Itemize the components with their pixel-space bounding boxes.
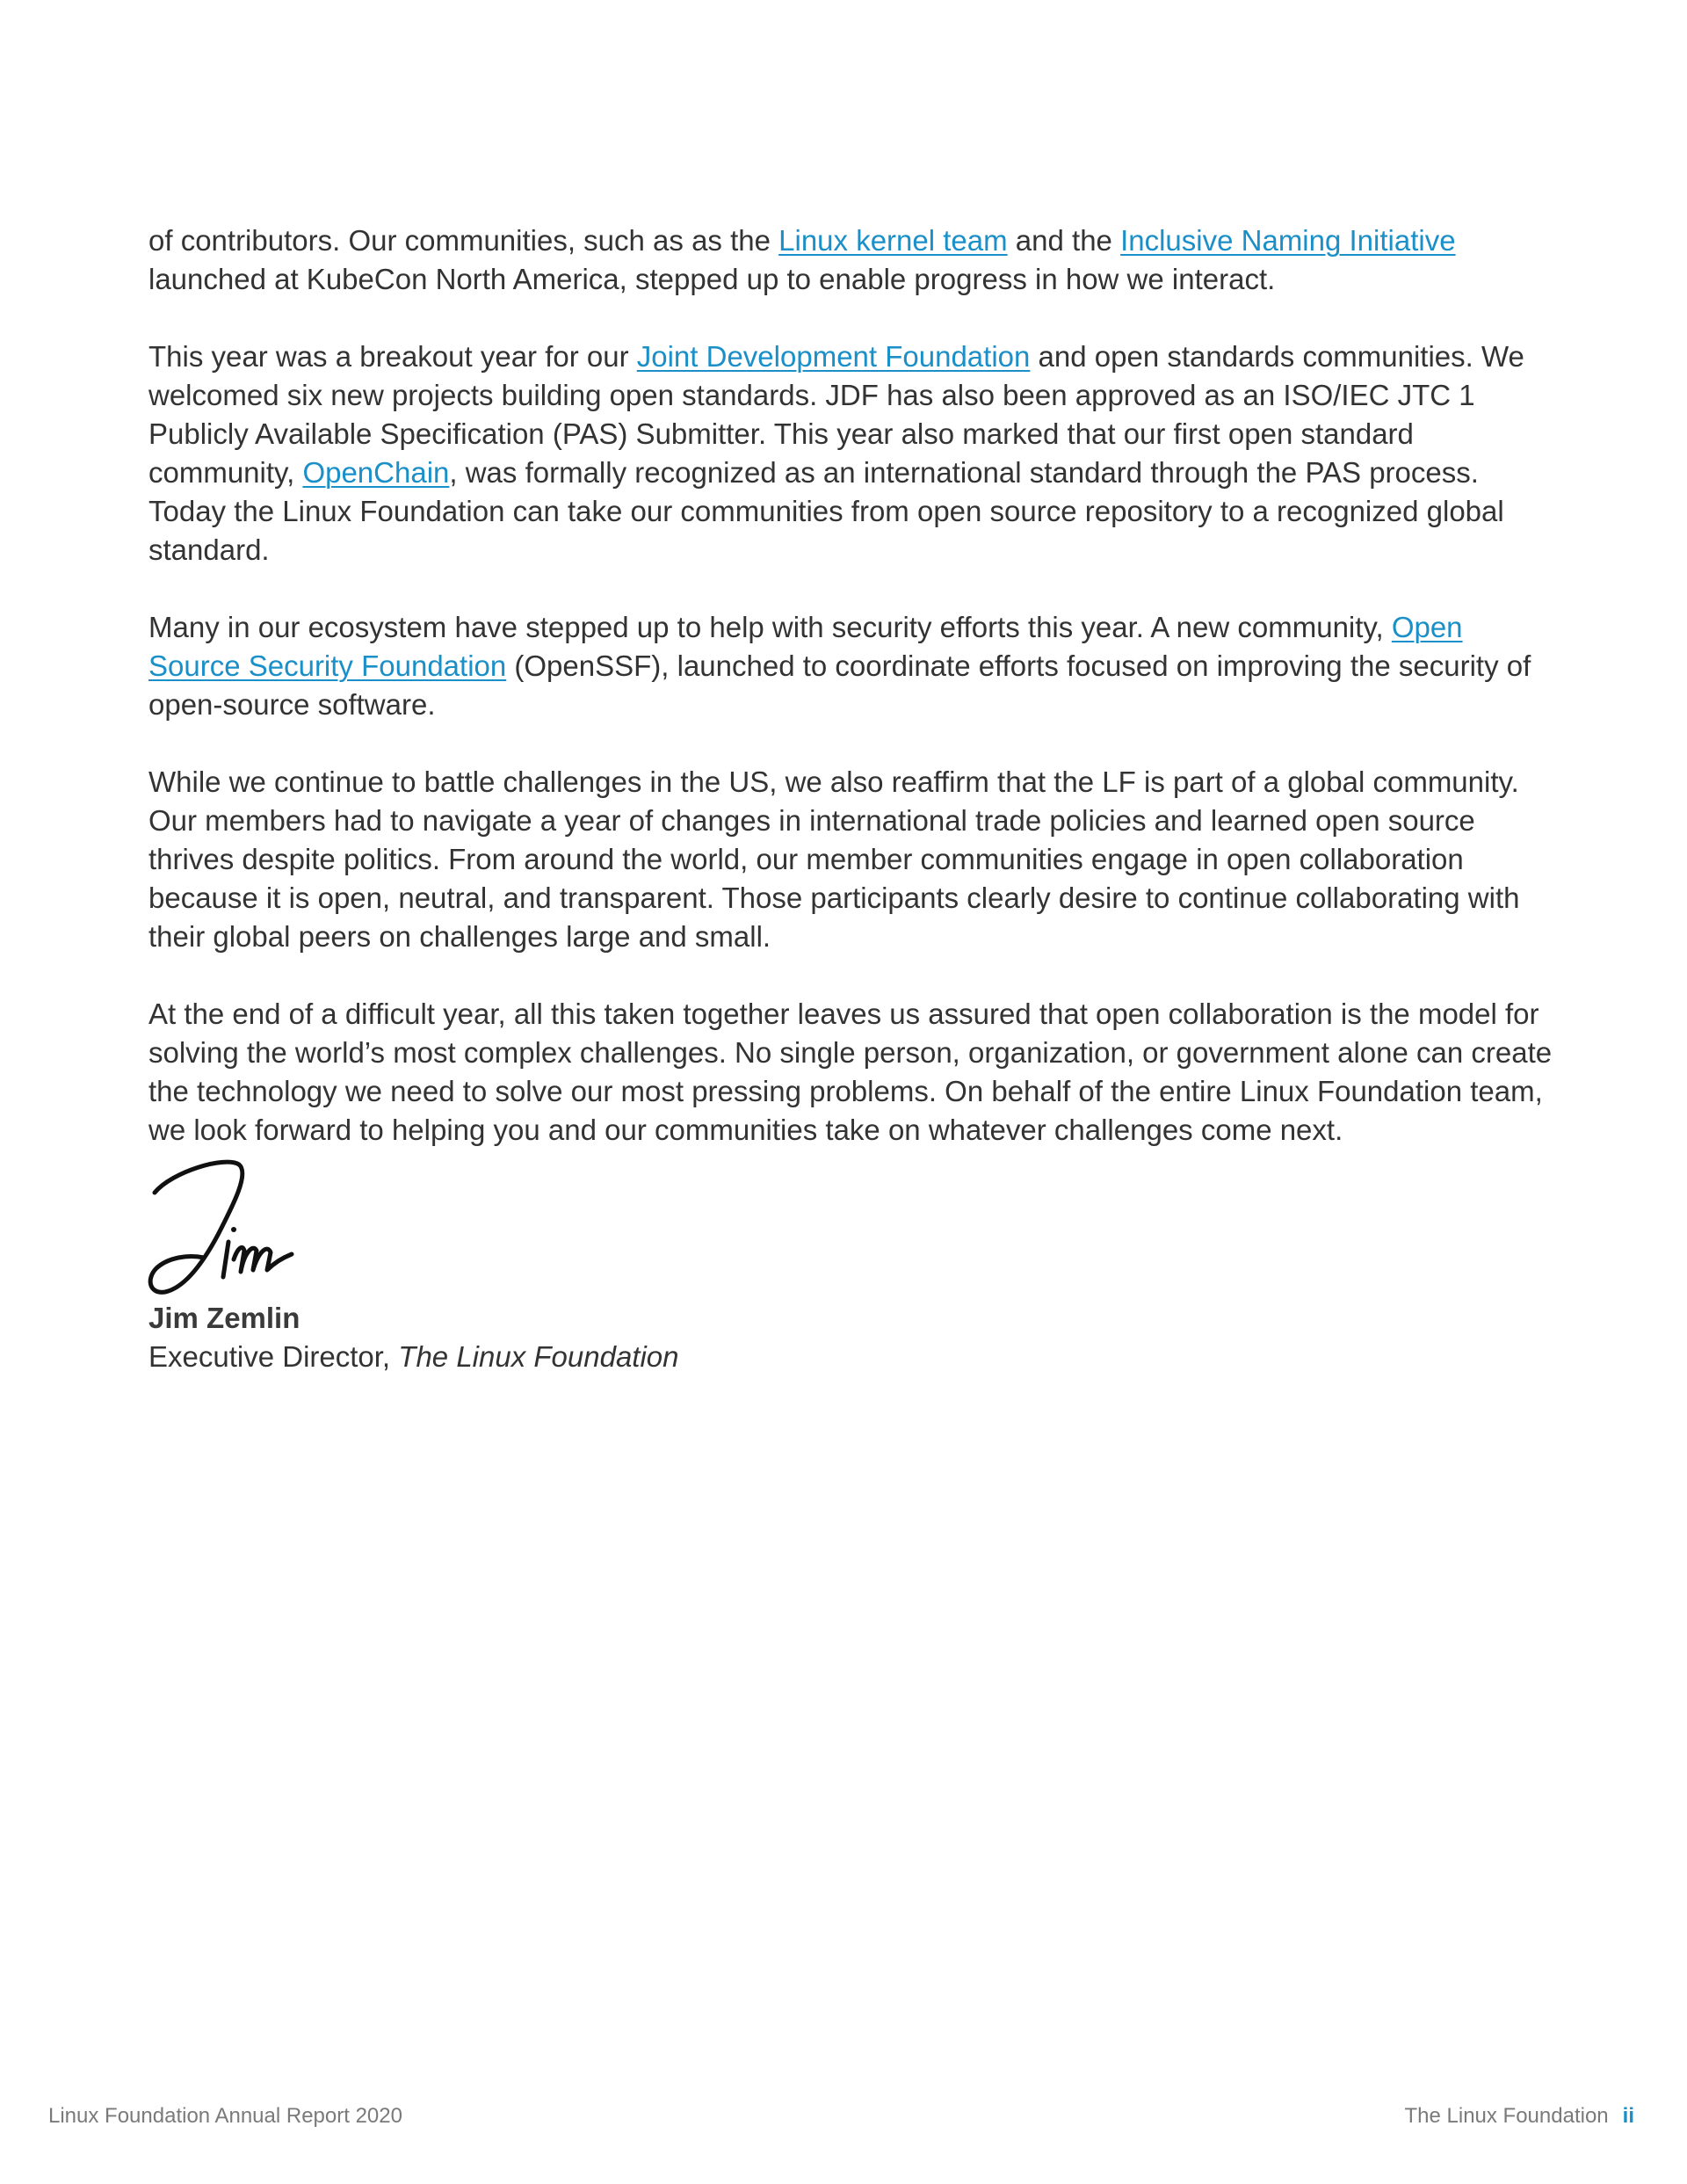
- paragraph-open-standards: [148, 337, 1554, 570]
- signer-name: Jim Zemlin: [148, 1302, 300, 1334]
- paragraph-text: and open standards communities. We welcomed six new projects building open standards. JDF has also been approved as an ISO/IEC JTC 1 Publicly Available Specification (PAS) Submitter. This year also marked that our first open standard community,: [148, 340, 1524, 489]
- paragraph-text: launched at KubeCon North America, stepped up to enable progress in how we interact.: [148, 263, 1276, 295]
- page-number: ii: [1622, 2104, 1634, 2128]
- paragraph-text: and the: [1007, 224, 1121, 257]
- footer-report-title: Linux Foundation Annual Report 2020: [48, 2104, 402, 2128]
- linux-kernel-team-link[interactable]: Linux kernel team: [778, 224, 1008, 257]
- signer-title: [148, 1338, 679, 1376]
- joint-development-foundation-link[interactable]: Joint Development Foundation: [636, 340, 1031, 373]
- paragraph-security: [148, 608, 1554, 724]
- letter-body: [148, 221, 1554, 1150]
- signature-drawing: [146, 1156, 304, 1296]
- footer-organization: The Linux Foundation: [1404, 2104, 1609, 2128]
- paragraph-text: Many in our ecosystem have stepped up to help with security efforts this year. A new community,: [148, 611, 1392, 643]
- paragraph-text: , was formally recognized as an international standard through the PAS process. Today the Linux Foundation can take our communities from open source repository to a recognized global standard.: [148, 456, 1504, 566]
- paragraph-closing: At the end of a difficult year, all this taken together leaves us assured that open collaboration is the model for solving the world’s most complex challenges. No single person, organization, or government alone can create the technology we need to solve our most pressing problems. On behalf of the entire Linux Foundation team, we look forward to helping you and our communities take on whatever challenges come next.: [148, 998, 1553, 1146]
- paragraph-text: (OpenSSF), launched to coordinate efforts focused on improving the security of open-source software.: [148, 649, 1531, 721]
- footer-right: [1404, 2103, 1634, 2130]
- paragraph-global-community: While we continue to battle challenges in the US, we also reaffirm that the LF is part of a global community. Our members had to navigate a year of changes in international trade policies and learned open source thrives despite politics. From around the world, our member communities engage in open collaboration because it is open, neutral, and transparent. Those participants clearly desire to continue collaborating with their global peers on challenges large and small.: [148, 765, 1520, 953]
- handwritten-signature: [146, 1156, 304, 1296]
- openchain-link[interactable]: OpenChain: [302, 456, 450, 489]
- inclusive-naming-initiative-link[interactable]: Inclusive Naming Initiative: [1120, 224, 1456, 257]
- paragraph-text: This year was a breakout year for our: [148, 340, 637, 373]
- signer-organization: The Linux Foundation: [398, 1340, 679, 1373]
- signer-role: Executive Director,: [148, 1340, 399, 1373]
- paragraph-text: of contributors. Our communities, such as as the: [148, 224, 779, 257]
- paragraph-contributors: [148, 221, 1554, 299]
- open-source-security-foundation-link[interactable]: Open Source Security Foundation: [148, 611, 1463, 682]
